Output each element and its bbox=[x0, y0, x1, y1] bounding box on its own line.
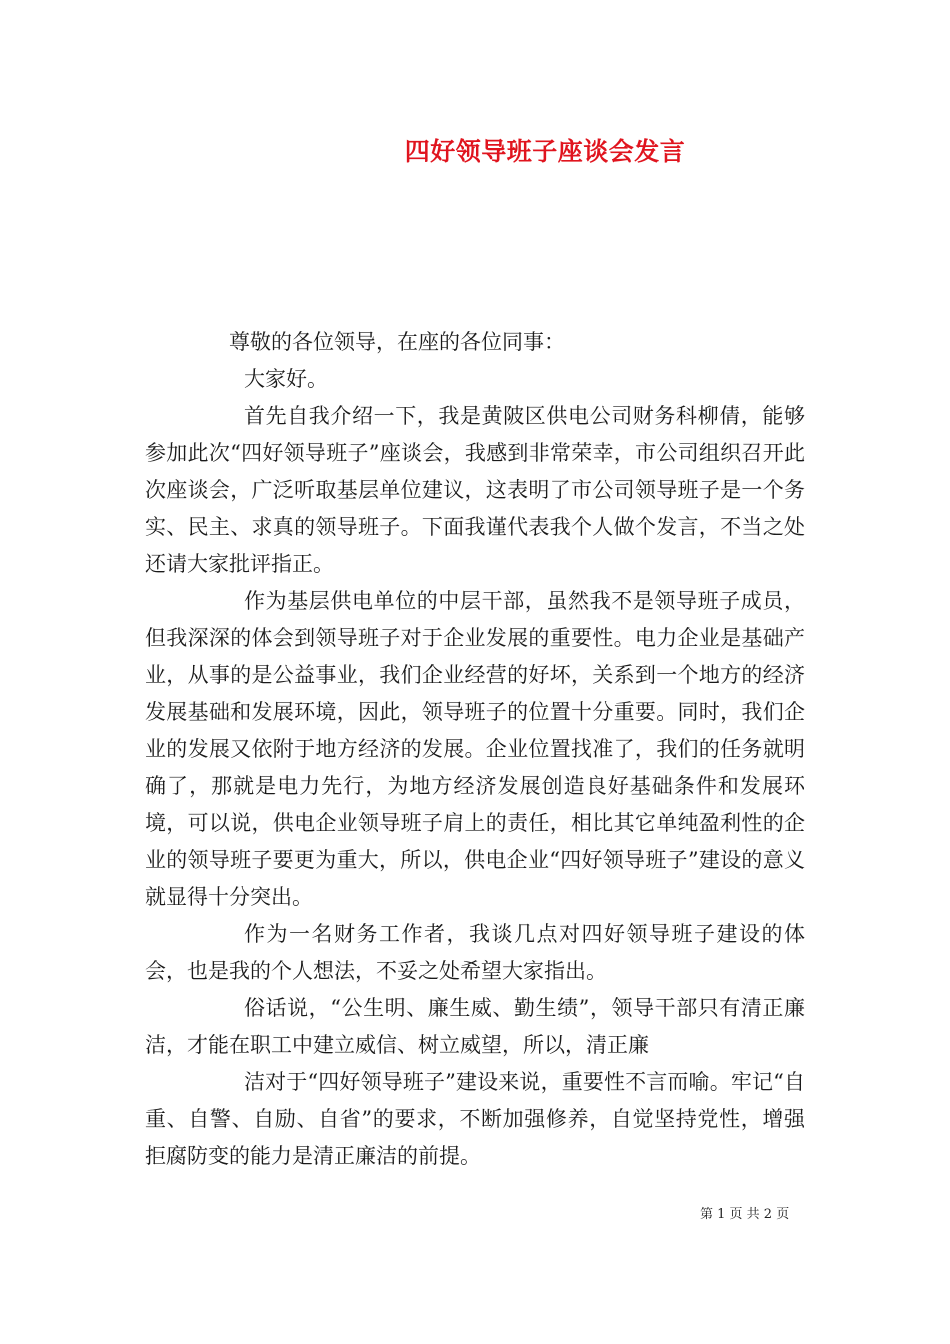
page-indicator: 第 1 页 共 2 页 bbox=[700, 1207, 790, 1222]
paragraph: 俗话说，“公生明、廉生威、勤生绩”，领导干部只有清正廉洁，才能在职工中建立威信、树立威望，所以，清正廉 bbox=[145, 996, 805, 1057]
greeting-line: 大家好。 bbox=[244, 367, 328, 391]
paragraph: 洁对于“四好领导班子”建设来说，重要性不言而喻。牢记“自重、自警、自励、自省”的要求，不断加强修养，自觉坚持党性，增强拒腐防变的能力是清正廉洁的前提。 bbox=[145, 1070, 805, 1168]
salutation-line: 尊敬的各位领导，在座的各位同事： bbox=[229, 330, 565, 354]
paragraph: 作为一名财务工作者，我谈几点对四好领导班子建设的体会，也是我的个人想法，不妥之处希望大家指出。 bbox=[145, 922, 805, 983]
paragraph: 首先自我介绍一下，我是黄陂区供电公司财务科柳倩，能够参加此次“四好领导班子”座谈会，我感到非常荣幸，市公司组织召开此次座谈会，广泛听取基层单位建议，这表明了市公司领导班子是一个务实、民主、求真的领导班子。下面我谨代表我个人做个发言，不当之处还请大家批评指正。 bbox=[145, 404, 805, 576]
document-title: 四好领导班子座谈会发言 bbox=[404, 137, 686, 166]
paragraph: 作为基层供电单位的中层干部，虽然我不是领导班子成员，但我深深的体会到领导班子对于企业发展的重要性。电力企业是基础产业，从事的是公益事业，我们企业经营的好坏，关系到一个地方的经济发展基础和发展环境，因此，领导班子的位置十分重要。同时，我们企业的发展又依附于地方经济的发展。企业位置找准了，我们的任务就明确了，那就是电力先行，为地方经济发展创造良好基础条件和发展环境，可以说，供电企业领导班子肩上的责任，相比其它单纯盈利性的企业的领导班子要更为重大，所以，供电企业“四好领导班子”建设的意义就显得十分突出。 bbox=[145, 589, 805, 909]
document-body bbox=[145, 324, 805, 1175]
